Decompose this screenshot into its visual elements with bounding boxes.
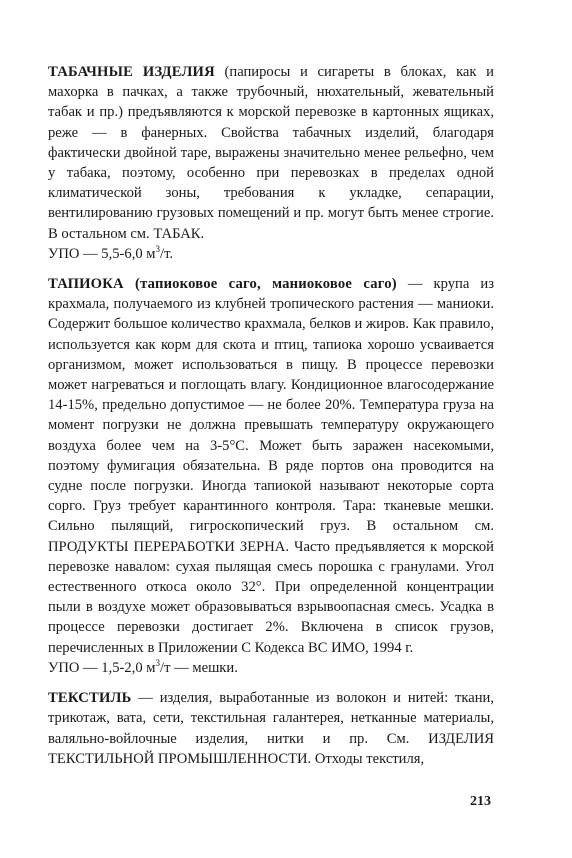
upo-value: УПО — 5,5-6,0 м: [48, 245, 156, 262]
upo-sup: 3: [155, 658, 161, 669]
entry-term: ТЕКСТИЛЬ: [48, 690, 132, 707]
entry-paragraph: [48, 274, 494, 658]
entry-body: (папиросы и сигареты в блоках, как и махорка в пачках, а также трубочный, нюхательный, жевательный табак и пр.) предъявляются к морской перевозке в картонных ящиках, реже — в фанерных. Свойства табачных изделий, благодаря фактически двойной таре, выражены значительно менее рельефно, чем у табака, поэтому, особенно при перевозках в пределах одной климатической зоны, требования к укладке, сепарации, вентилированию грузовых помещений и пр. могут быть менее строгие. В остальном см. ТАБАК.: [48, 64, 494, 242]
page-number: 213: [470, 794, 491, 809]
entry-paragraph: [48, 688, 494, 769]
upo-sup: 3: [155, 243, 161, 254]
upo-line: [48, 244, 494, 264]
entry-term: ТАПИОКА (тапиоковое саго, маниоковое саго): [48, 276, 397, 293]
entry-tapioca: [48, 274, 494, 678]
page-body: [48, 62, 494, 779]
entry-term: ТАБАЧНЫЕ ИЗДЕЛИЯ: [48, 64, 215, 80]
upo-line: [48, 658, 494, 678]
entry-tobacco-products: [48, 62, 494, 264]
entry-body: — изделия, выработанные из волокон и нитей: ткани, трикотаж, вата, сети, текстильная галантерея, нетканные материалы, валяльно-войлочные изделия, нитки и пр. См. ИЗДЕЛИЯ ТЕКСТИЛЬНОЙ ПРОМЫШЛЕННОСТИ. Отходы текстиля,: [48, 690, 494, 767]
upo-unit: /т — мешки.: [160, 659, 238, 676]
entry-paragraph: [48, 62, 494, 244]
upo-value: УПО — 1,5-2,0 м: [48, 659, 156, 676]
entry-textile: [48, 688, 494, 769]
upo-unit: /т.: [160, 245, 174, 262]
entry-body: — крупа из крахмала, получаемого из клубней тропического растения — маниоки. Содержит большое количество крахмала, белков и жиров. Как правило, используется как корм для скота и птиц, тапиока хорошо усваивается организмом, может использоваться в пищу. В процессе перевозки может нагреваться и поглощать влагу. Кондиционное влагосодержание 14-15%, предельно допустимое — не более 20%. Температура груза на момент погрузки не должна превышать температуру окружающего воздуха более чем на 3-5°С. Может быть заражен насекомыми, поэтому фумигация обязательна. В ряде портов она проводится на судне после погрузки. Иногда тапиокой называют некоторые сорта сорго. Груз требует карантинного контроля. Тара: тканевые мешки. Сильно пылящий, гигроскопический груз. В остальном см. ПРОДУКТЫ ПЕРЕРАБОТКИ ЗЕРНА. Часто предъявляется к морской перевозке навалом: сухая пылящая смесь порошка с гранулами. Угол естественного откоса около 32°. При определенной концентрации пыли в воздухе может образовываться взрывоопасная смесь. Усадка в процессе перевозки достигает 2%. Включена в список грузов, перечисленных в Приложении С Кодекса ВС ИМО, 1994 г.: [48, 276, 494, 656]
